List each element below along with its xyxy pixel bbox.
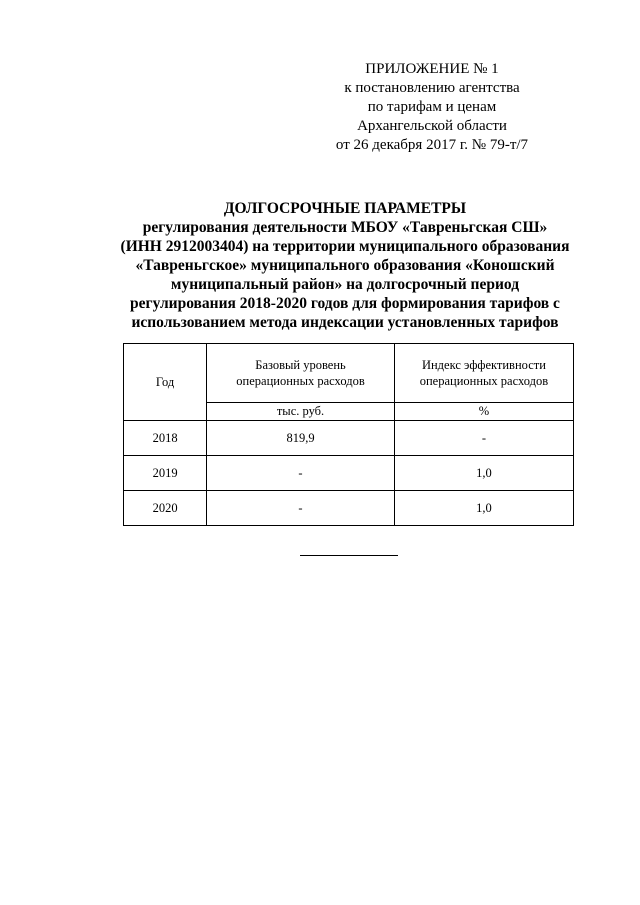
cell-year: 2019 [124, 456, 207, 491]
header-base-level [207, 344, 395, 403]
cell-efficiency-index: 1,0 [394, 456, 573, 491]
appendix-block [312, 60, 552, 155]
document-title [90, 199, 600, 332]
appendix-line: от 26 декабря 2017 г. № 79-т/7 [335, 137, 529, 153]
cell-year: 2018 [124, 421, 207, 456]
cell-efficiency-index: - [394, 421, 573, 456]
appendix-line: к постановлению агентства [344, 80, 520, 96]
cell-base-level: - [207, 456, 395, 491]
table-row [124, 421, 574, 456]
parameters-table [123, 343, 574, 526]
appendix-line: Архангельской области [357, 118, 507, 134]
cell-year: 2020 [124, 491, 207, 526]
title-line: регулирования деятельности МБОУ «Тавреньгская СШ» [142, 219, 548, 236]
title-line: ДОЛГОСРОЧНЫЕ ПАРАМЕТРЫ [223, 200, 467, 217]
unit-base-level: тыс. руб. [207, 403, 395, 421]
title-line: «Тавреньгское» муниципального образования «Коношский [135, 257, 555, 274]
title-line: регулирования 2018-2020 годов для формирования тарифов с [130, 295, 560, 312]
closing-separator-line [300, 555, 398, 556]
cell-base-level: 819,9 [207, 421, 395, 456]
header-base-level-text: Базовый уровень операционных расходов [236, 358, 365, 388]
cell-base-level: - [207, 491, 395, 526]
title-line: муниципальный район» на долгосрочный период [170, 276, 520, 293]
title-line: использованием метода индексации установленных тарифов [131, 314, 559, 331]
table-row [124, 456, 574, 491]
header-efficiency-index-text: Индекс эффективности операционных расходов [419, 358, 549, 388]
table-header-row [124, 344, 574, 403]
title-line: (ИНН 2912003404) на территории муниципального образования [120, 238, 570, 255]
header-efficiency-index [394, 344, 573, 403]
unit-efficiency-index: % [394, 403, 573, 421]
appendix-line: по тарифам и ценам [367, 99, 497, 115]
appendix-line: ПРИЛОЖЕНИЕ № 1 [365, 61, 499, 77]
header-year: Год [124, 344, 207, 421]
table-row [124, 491, 574, 526]
cell-efficiency-index: 1,0 [394, 491, 573, 526]
